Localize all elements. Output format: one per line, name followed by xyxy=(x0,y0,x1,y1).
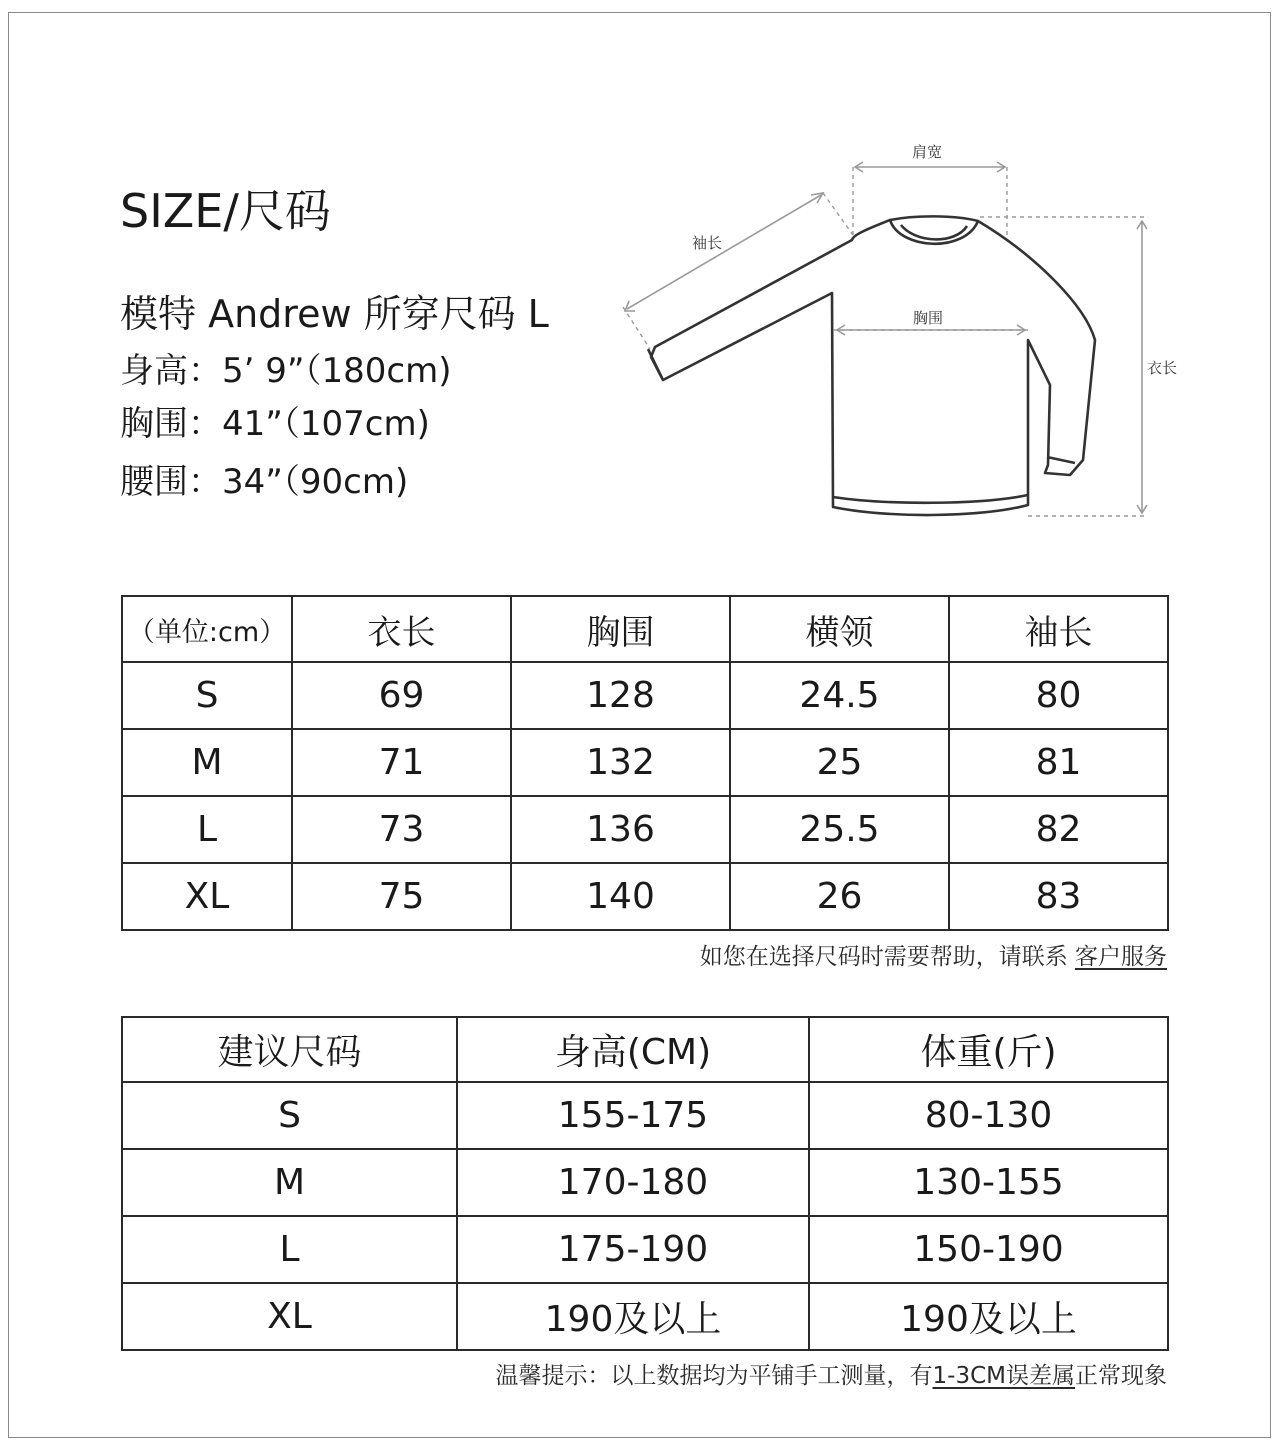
sleeve-cell: 80 xyxy=(949,662,1168,729)
shoulder-label: 肩宽 xyxy=(911,143,943,161)
weight-cell: 130-155 xyxy=(809,1149,1168,1216)
chest-cell: 128 xyxy=(511,662,730,729)
customer-service-link[interactable]: 客户服务 xyxy=(1075,944,1167,970)
tip-prefix: 温馨提示：以上数据均为平铺手工测量，有 xyxy=(495,1363,933,1389)
chest-cell: 140 xyxy=(511,863,730,930)
table-row xyxy=(122,1216,1168,1283)
recommend-table-header xyxy=(122,1017,1168,1082)
height-cell: 190及以上 xyxy=(457,1283,809,1350)
model-waist: 腰围：34”（90cm) xyxy=(120,462,409,502)
size-cell: M xyxy=(122,1149,457,1216)
neck-width-cell: 25 xyxy=(730,729,949,796)
sleeve-label: 袖长 xyxy=(691,234,723,252)
sweater-outline xyxy=(648,216,1095,515)
length-label: 衣长 xyxy=(1146,359,1178,377)
table-row xyxy=(122,796,1168,863)
table-row xyxy=(122,1283,1168,1350)
sleeve-cell: 82 xyxy=(949,796,1168,863)
weight-cell: 80-130 xyxy=(809,1082,1168,1149)
sleeve-cell: 81 xyxy=(949,729,1168,796)
weight-cell: 150-190 xyxy=(809,1216,1168,1283)
model-chest: 胸围：41”（107cm) xyxy=(120,404,430,444)
header-length: 衣长 xyxy=(292,596,511,662)
header-unit: （单位:cm） xyxy=(122,596,292,662)
size-cell: L xyxy=(122,1216,457,1283)
height-cell: 155-175 xyxy=(457,1082,809,1149)
table-row xyxy=(122,1082,1168,1149)
table-row xyxy=(122,863,1168,930)
size-cell: M xyxy=(122,729,292,796)
table-row xyxy=(122,729,1168,796)
header-chest: 胸围 xyxy=(511,596,730,662)
help-note-text: 如您在选择尺码时需要帮助，请联系 xyxy=(699,944,1075,970)
header-recommended-size: 建议尺码 xyxy=(122,1017,457,1082)
header-neck-width: 横领 xyxy=(730,596,949,662)
header-height: 身高(CM) xyxy=(457,1017,809,1082)
height-cell: 175-190 xyxy=(457,1216,809,1283)
height-cell: 170-180 xyxy=(457,1149,809,1216)
weight-cell: 190及以上 xyxy=(809,1283,1168,1350)
page-title: SIZE/尺码 xyxy=(120,184,331,238)
sweater-measurement-diagram xyxy=(615,135,1195,530)
size-table-header xyxy=(122,596,1168,662)
length-cell: 71 xyxy=(292,729,511,796)
header-weight: 体重(斤) xyxy=(809,1017,1168,1082)
chest-cell: 132 xyxy=(511,729,730,796)
tip-suffix: 正常现象 xyxy=(1075,1363,1167,1389)
length-cell: 75 xyxy=(292,863,511,930)
length-cell: 73 xyxy=(292,796,511,863)
size-cell: S xyxy=(122,1082,457,1149)
model-height: 身高：5’ 9”（180cm) xyxy=(120,351,452,391)
size-cell: L xyxy=(122,796,292,863)
sleeve-cell: 83 xyxy=(949,863,1168,930)
size-cell: XL xyxy=(122,1283,457,1350)
chest-cell: 136 xyxy=(511,796,730,863)
model-size-line: 模特 Andrew 所穿尺码 L xyxy=(120,292,549,336)
recommend-table xyxy=(121,1016,1169,1351)
chest-label: 胸围 xyxy=(912,309,944,327)
measurement-tip xyxy=(496,1357,1167,1390)
neck-width-cell: 24.5 xyxy=(730,662,949,729)
length-cell: 69 xyxy=(292,662,511,729)
neck-width-cell: 25.5 xyxy=(730,796,949,863)
help-note xyxy=(700,938,1167,971)
tip-underlined: 1-3CM误差属 xyxy=(932,1363,1075,1389)
size-cell: XL xyxy=(122,863,292,930)
neck-width-cell: 26 xyxy=(730,863,949,930)
size-cell: S xyxy=(122,662,292,729)
table-row xyxy=(122,1149,1168,1216)
size-table xyxy=(121,595,1169,931)
header-sleeve: 袖长 xyxy=(949,596,1168,662)
measurement-guides xyxy=(623,167,1145,516)
table-row xyxy=(122,662,1168,729)
